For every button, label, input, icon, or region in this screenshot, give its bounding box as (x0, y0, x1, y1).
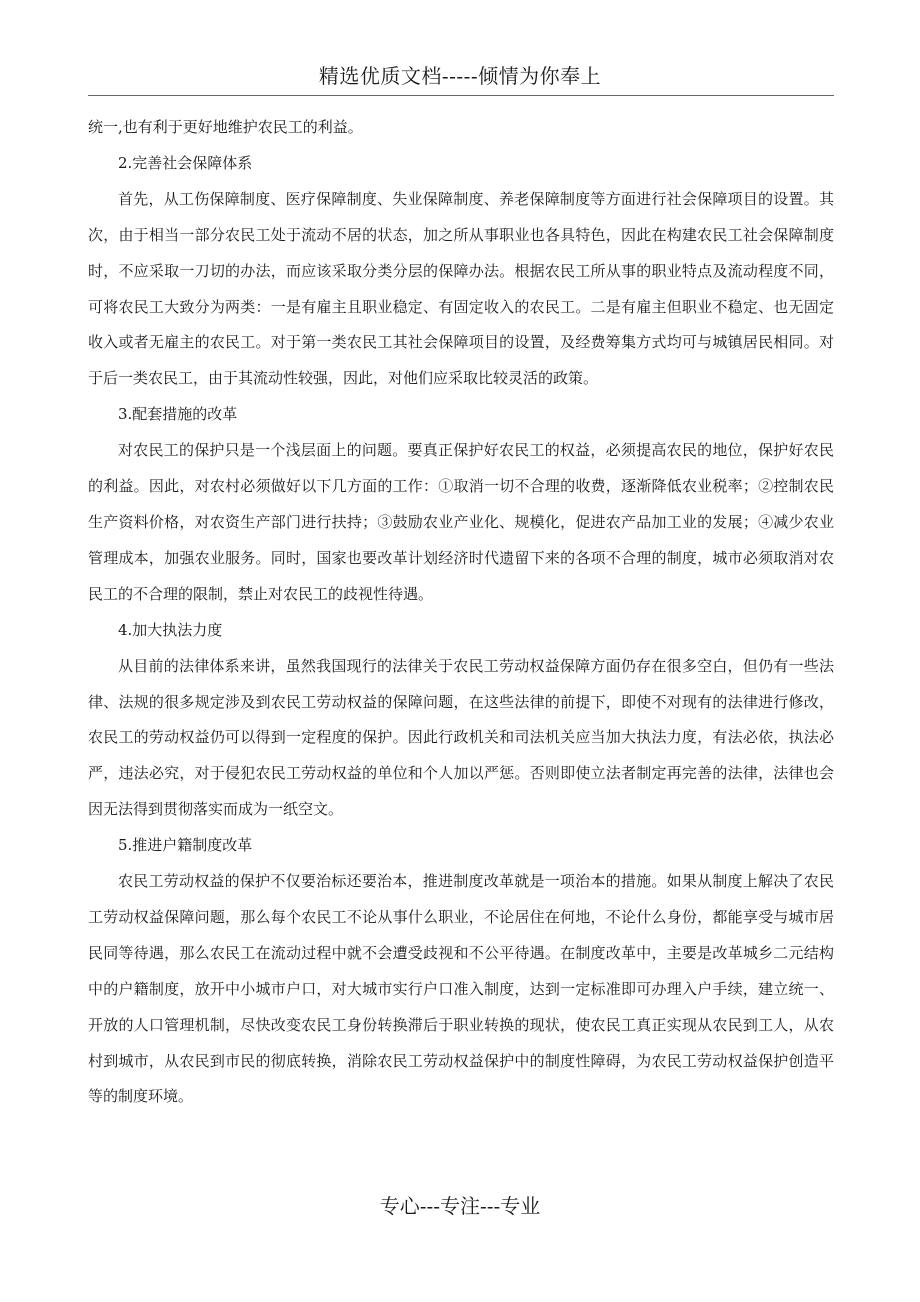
document-body (88, 110, 834, 1115)
paragraph-social-security: 首先，从工伤保障制度、医疗保障制度、失业保障制度、养老保障制度等方面进行社会保障项目的设置。其次，由于相当一部分农民工处于流动不居的状态，加之所从事职业也各具特色，因此在构建农民工社会保障制度时，不应采取一刀切的办法，而应该采取分类分层的保障办法。根据农民工所从事的职业特点及流动程度不同，可将农民工大致分为两类：一是有雇主且职业稳定、有固定收入的农民工。二是有雇主但职业不稳定、也无固定收入或者无雇主的农民工。对于第一类农民工其社会保障项目的设置，及经费筹集方式均可与城镇居民相同。对于后一类农民工，由于其流动性较强，因此，对他们应采取比较灵活的政策。 (88, 189, 834, 388)
paragraph-law-enforcement: 从目前的法律体系来讲，虽然我国现行的法律关于农民工劳动权益保障方面仍存在很多空白，但仍有一些法律、法规的很多规定涉及到农民工劳动权益的保障问题，在这些法律的前提下，即使不对现有的法律进行修改，农民工的劳动权益仍可以得到一定程度的保护。因此行政机关和司法机关应当加大执法力度，有法必依，执法必严，违法必究，对于侵犯农民工劳动权益的单位和个人加以严惩。否则即使立法者制定再完善的法律，法律也会因无法得到贯彻落实而成为一纸空文。 (88, 656, 834, 819)
section-heading-law-enforcement: 4.加大执法力度 (118, 620, 223, 639)
page-footer: 专心---专注---专业 (379, 1194, 541, 1218)
paragraph-household-registration: 农民工劳动权益的保护不仅要治标还要治本，推进制度改革就是一项治本的措施。如果从制度上解决了农民工劳动权益保障问题，那么每个农民工不论从事什么职业，不论居住在何地，不论什么身份，都能享受与城市居民同等待遇，那么农民工在流动过程中就不会遭受歧视和不公平待遇。在制度改革中，主要是改革城乡二元结构中的户籍制度，放开中小城市户口，对大城市实行户口准入制度，达到一定标准即可办理入户手续，建立统一、开放的人口管理机制，尽快改变农民工身份转换滞后于职业转换的现状，使农民工真正实现从农民到工人，从农村到城市，从农民到市民的彻底转换，消除农民工劳动权益保护中的制度性障碍，为农民工劳动权益保护创造平等的制度环境。 (88, 872, 834, 1106)
section-heading-supporting-reforms: 3.配套措施的改革 (118, 405, 238, 424)
intro-continuation-paragraph: 统一,也有利于更好地维护农民工的利益。 (88, 118, 363, 136)
section-heading-social-security: 2.完善社会保障体系 (118, 153, 253, 172)
section-heading-household-registration: 5.推进户籍制度改革 (118, 836, 253, 855)
paragraph-supporting-reforms: 对农民工的保护只是一个浅层面上的问题。要真正保护好农民工的权益，必须提高农民的地位，保护好农民的利益。因此，对农村必须做好以下几方面的工作：①取消一切不合理的收费，逐渐降低农业税率；②控制农民生产资料价格，对农资生产部门进行扶持；③鼓励农业产业化、规模化，促进农产品加工业的发展；④减少农业管理成本，加强农业服务。同时，国家也要改革计划经济时代遗留下来的各项不合理的制度，城市必须取消对农民工的不合理的限制，禁止对农民工的歧视性待遇。 (88, 441, 834, 603)
page-header: 精选优质文档-----倾情为你奉上 (318, 64, 602, 88)
header-divider (88, 95, 834, 96)
